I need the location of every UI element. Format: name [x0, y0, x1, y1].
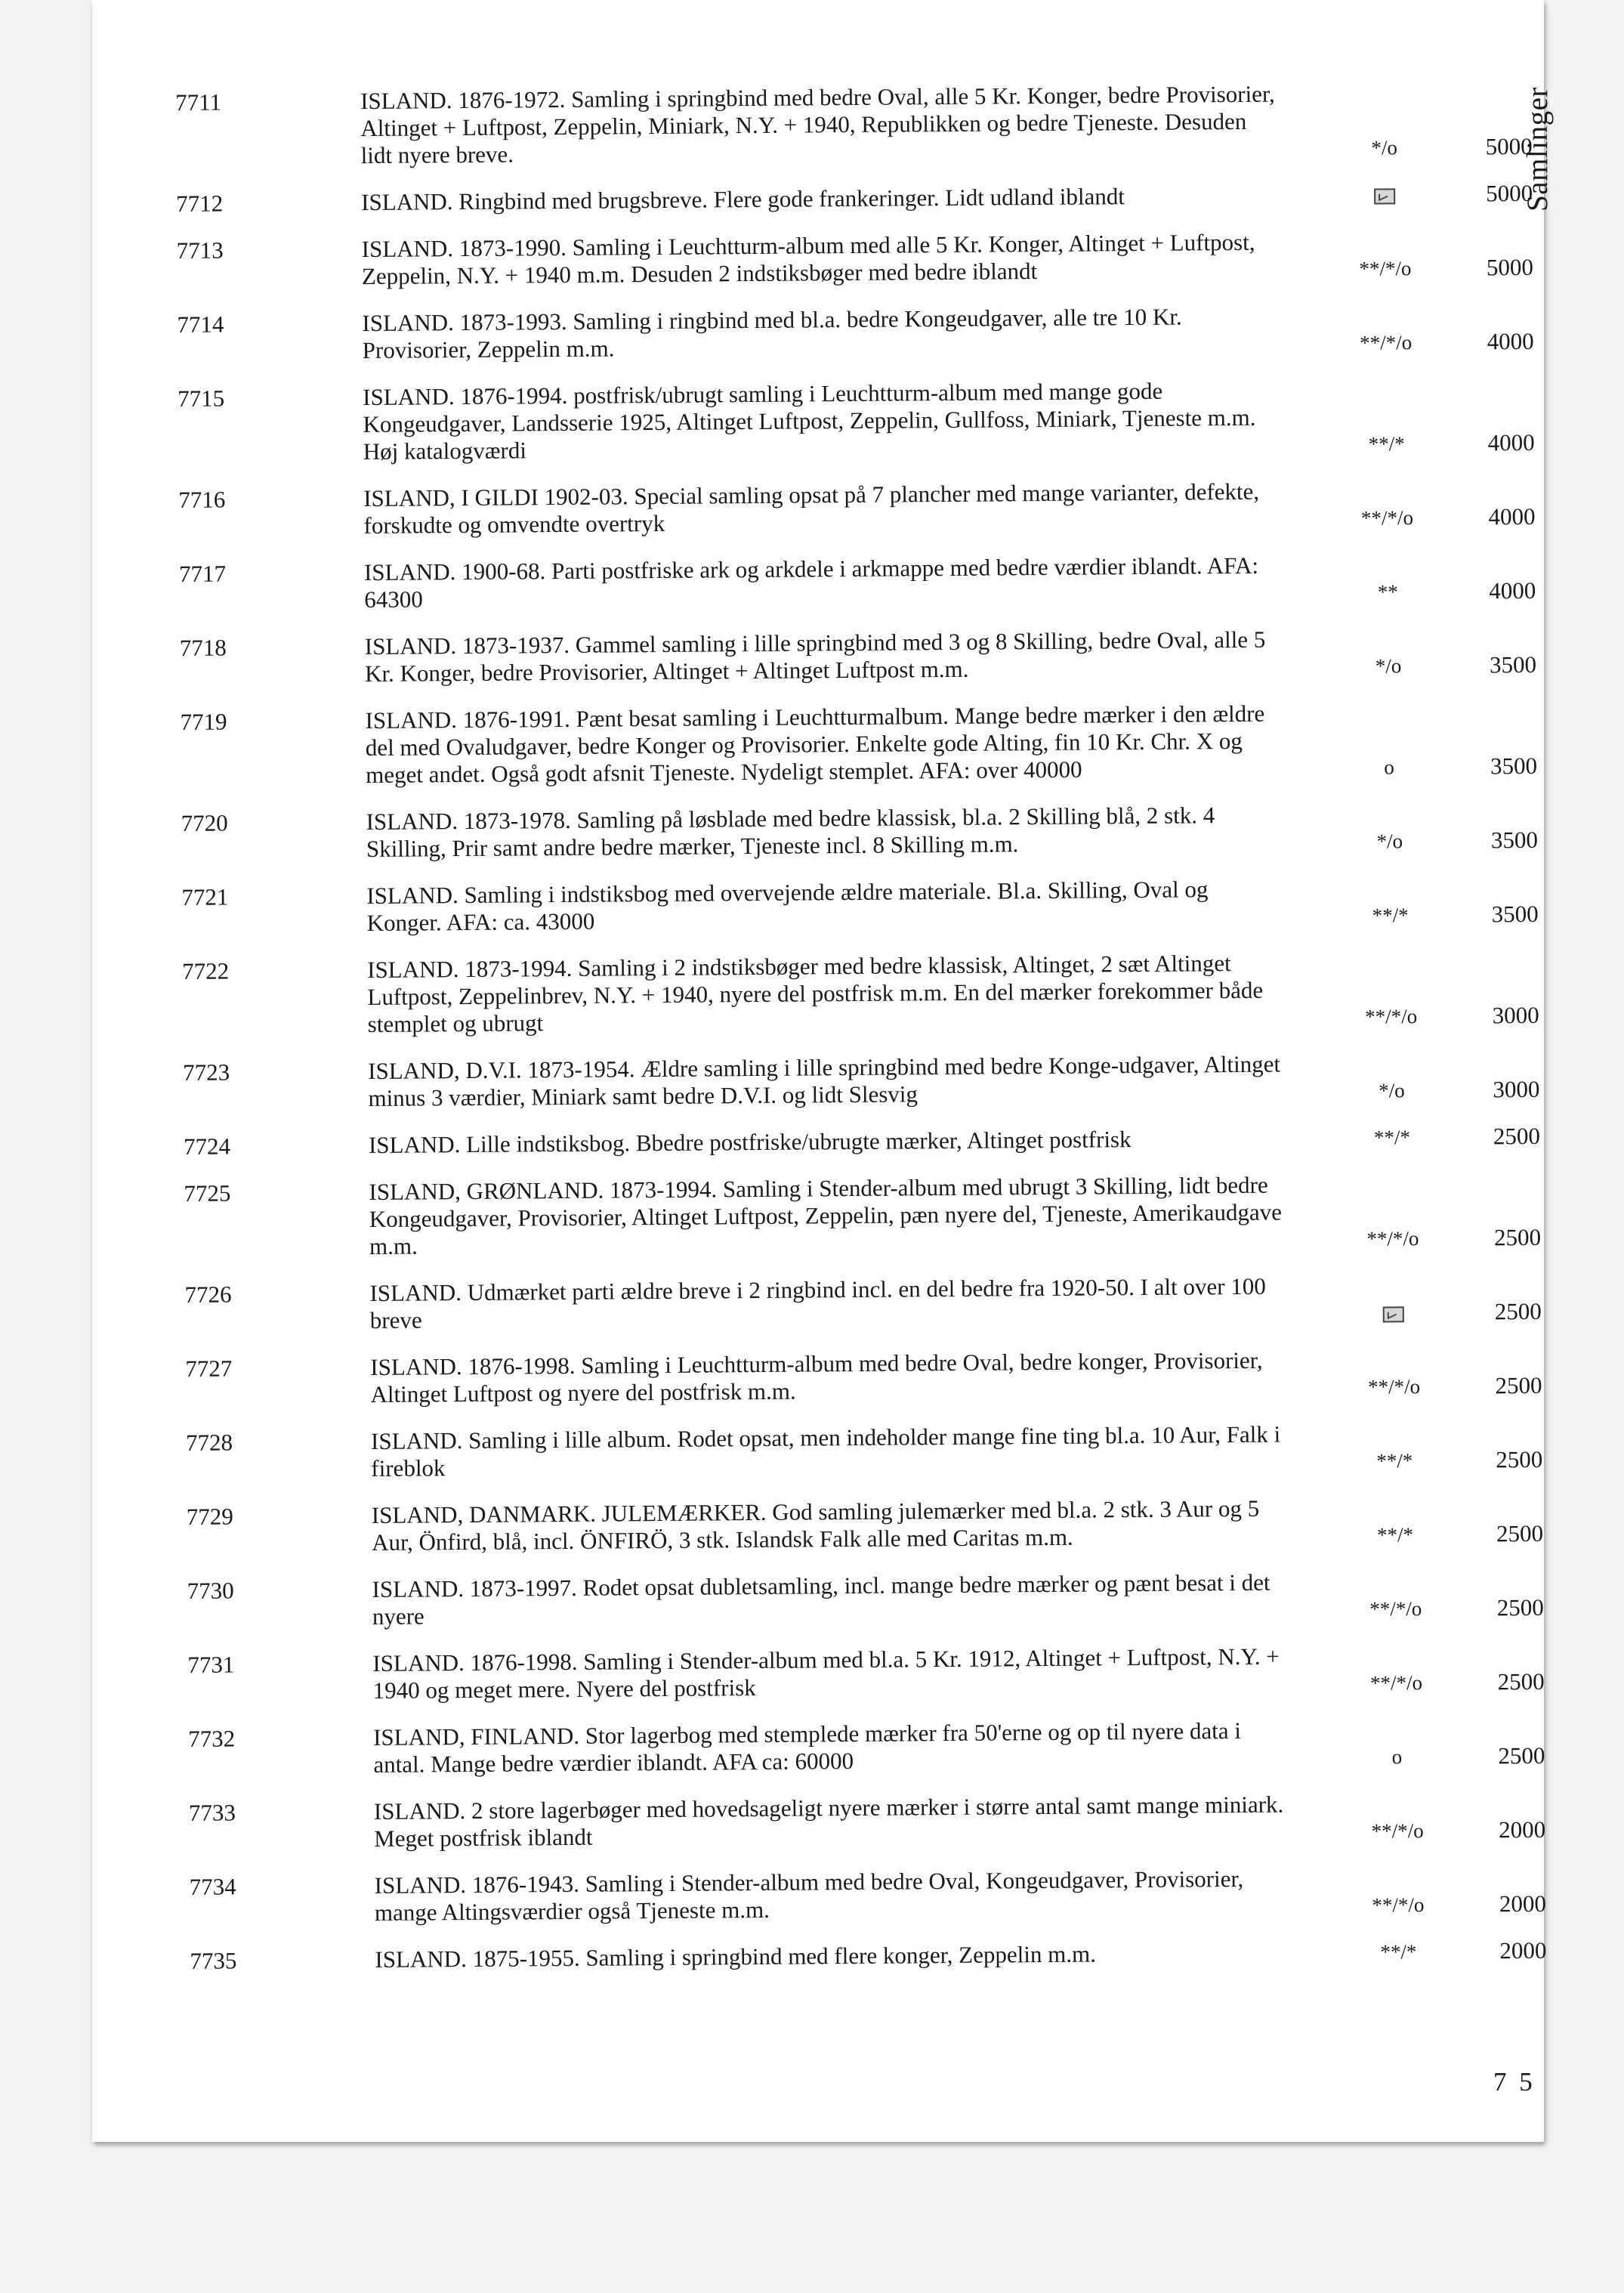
lot-price: 2500: [1493, 1223, 1542, 1251]
lot-condition: */o: [1375, 654, 1402, 678]
lot-description: ISLAND. 1873-1994. Samling i 2 indstiksbøger med bedre klassisk, Altinget, 2 sæt Altinget Luftpost, Zeppelinbrev, N.Y. + 1940, nyere del postfrisk m.m. En del mærker forekommer både stemplet og ubrugt: [367, 950, 1264, 1038]
lot-condition: **/*: [1376, 1523, 1414, 1547]
lot-number: 7716: [178, 486, 226, 513]
lot-number: 7722: [182, 957, 230, 984]
lot-condition: **/*: [1373, 1126, 1411, 1149]
lot-row: [181, 873, 1539, 938]
lot-condition: **/*: [1380, 1940, 1417, 1964]
lot-number: 7714: [177, 311, 224, 338]
lot-condition: [1318, 1299, 1469, 1327]
lot-description: ISLAND, D.V.I. 1873-1954. Ældre samling i lille springbind med bedre Konge-udgaver, Altinget minus 3 værdier, Miniark samt bedre D.V.I. og lidt Slesvig: [368, 1050, 1281, 1112]
lot-price: 5000: [1486, 253, 1534, 281]
lot-condition: **/*/o: [1360, 331, 1413, 354]
envelope-cover-icon: [1383, 1307, 1404, 1323]
lot-price: 4000: [1487, 428, 1535, 456]
lot-description: ISLAND. Ringbind med brugsbreve. Flere gode frankeringer. Lidt udland iblandt: [361, 183, 1125, 216]
lot-price: 3000: [1493, 1075, 1540, 1103]
lot-price: 3500: [1490, 752, 1538, 780]
lot-price: 2000: [1499, 1890, 1547, 1918]
lot-condition: **/*: [1372, 904, 1409, 927]
lot-row: [178, 550, 1536, 615]
lot-number: 7726: [184, 1281, 232, 1308]
lot-description: ISLAND. 1873-1997. Rodet opsat dubletsamling, incl. mange bedre mærker og pænt besat i det nyere: [372, 1568, 1270, 1630]
lot-description: ISLAND. 1900-68. Parti postfriske ark og arkdele i arkmappe med bedre værdier iblandt. AFA: 64300: [363, 552, 1259, 613]
lot-price: 2500: [1496, 1519, 1544, 1547]
lot-number: 7718: [179, 634, 227, 661]
page-number: 7 5: [1493, 2067, 1536, 2097]
lot-row: [176, 179, 1533, 218]
lot-number: 7728: [185, 1429, 233, 1456]
lot-price: 2000: [1499, 1816, 1546, 1843]
lot-condition: */o: [1379, 1079, 1405, 1102]
lot-row: [188, 1789, 1546, 1854]
lot-number: 7730: [187, 1577, 234, 1604]
lot-condition: o: [1391, 1745, 1403, 1769]
lot-condition: **/*/o: [1359, 257, 1412, 280]
lot-number: 7735: [190, 1947, 237, 1974]
lot-description: ISLAND, FINLAND. Stor lagerbog med stemplede mærker fra 50'erne og op til nyere data i antal. Mange bedre værdier iblandt. AFA ca: 60000: [373, 1717, 1242, 1778]
lot-condition: **/*/o: [1369, 1671, 1423, 1695]
lot-number: 7712: [176, 190, 224, 217]
lot-number: 7729: [186, 1503, 233, 1530]
lot-description: ISLAND. 1876-1998. Samling i Leuchtturm-album med bedre Oval, bedre konger, Provisorier, Altinget Luftpost og nyere del postfrisk m.m.: [370, 1346, 1263, 1408]
lot-description: ISLAND, I GILDI 1902-03. Special samling opsat på 7 plancher med mange varianter, defekte, forskudte og omvendte overtryk: [363, 477, 1260, 539]
lot-description: ISLAND. 1873-1978. Samling på løsblade med bedre klassisk, bl.a. 2 Skilling blå, 2 stk. 4 Skilling, Prir samt andre bedre mærker, Tjeneste incl. 8 Skilling m.m.: [366, 802, 1215, 863]
lot-description: ISLAND. 1876-1991. Pænt besat samling i Leuchtturmalbum. Mange bedre mærker i den ældre del med Ovaludgaver, bedre Konger og Provisorier. Enkelte gode Alting, fin 10 Kr. Chr. X og meget andet. Også godt afsnit Tjeneste. Nydeligt stemplet. AFA: over 40000: [365, 700, 1265, 789]
lot-price: 2500: [1497, 1667, 1545, 1695]
lot-condition: **/*/o: [1360, 506, 1414, 530]
catalog-page: [92, 0, 1554, 2142]
lot-row: [179, 624, 1537, 689]
lot-row: [176, 227, 1534, 292]
lot-condition: */o: [1376, 830, 1403, 853]
lot-number: 7733: [188, 1799, 236, 1826]
lot-row: [188, 1715, 1545, 1780]
lot-row: [184, 1271, 1542, 1336]
lot-row: [190, 1936, 1547, 1975]
lot-price: 2500: [1495, 1371, 1542, 1399]
lot-price: 2500: [1493, 1122, 1541, 1150]
lot-row: [187, 1641, 1545, 1706]
lot-description: ISLAND. 1873-1993. Samling i ringbind med bl.a. bedre Kongeudgaver, alle tre 10 Kr. Provisorier, Zeppelin m.m.: [362, 303, 1182, 364]
lot-price: 2000: [1499, 1936, 1547, 1964]
lot-number: 7732: [188, 1725, 236, 1752]
lot-row: [177, 301, 1534, 366]
lot-number: 7721: [181, 883, 229, 910]
lot-number: 7720: [181, 809, 228, 836]
lot-description: ISLAND. Lille indstiksbog. Bbedre postfriske/ubrugte mærker, Altinget postfrisk: [368, 1126, 1132, 1159]
lot-condition: **/*: [1376, 1449, 1413, 1473]
lot-description: ISLAND. 1876-1972. Samling i springbind med bedre Oval, alle 5 Kr. Konger, bedre Provisorier, Altinget + Luftpost, Zeppelin, Miniark, N.Y. + 1940, Republikken og bedre Tjeneste. Desuden lidt nyere breve.: [360, 80, 1275, 169]
lot-price: 2500: [1498, 1741, 1545, 1769]
lot-row: [182, 947, 1539, 1040]
lot-price: 2500: [1494, 1297, 1542, 1325]
lot-condition: o: [1384, 756, 1394, 779]
lot-condition: **/*: [1368, 432, 1405, 456]
lot-price: 3000: [1492, 1001, 1539, 1029]
lot-price: 5000: [1485, 132, 1533, 160]
lot-description: ISLAND, DANMARK. JULEMÆRKER. God samling julemærker med bl.a. 2 stk. 3 Aur og 5 Aur, Önfird, blå, incl. ÖNFIRÖ, 3 stk. Islandsk Falk alle med Caritas m.m.: [371, 1494, 1260, 1556]
lot-condition: **/*/o: [1372, 1893, 1425, 1917]
lot-price: 4000: [1489, 576, 1536, 604]
lot-row: [178, 375, 1535, 467]
lot-description: ISLAND. 1875-1955. Samling i springbind med flere konger, Zeppelin m.m.: [375, 1940, 1097, 1973]
section-label: Samlinger: [1521, 86, 1554, 212]
lot-description: ISLAND. 1876-1998. Samling i Stender-album med bl.a. 5 Kr. 1912, Altinget + Luftpost, N.Y. + 1940 og meget mere. Nyere del postfrisk: [372, 1642, 1280, 1704]
lot-description: ISLAND. 1873-1937. Gammel samling i lille springbind med 3 og 8 Skilling, bedre Oval, alle 5 Kr. Konger, bedre Provisorier, Altinget + Altinget Luftpost m.m.: [364, 626, 1266, 688]
lot-row: [183, 1122, 1541, 1160]
lot-condition: **/*/o: [1366, 1227, 1419, 1250]
lot-condition: [1309, 181, 1460, 209]
lot-row: [178, 476, 1536, 541]
lot-number: 7717: [178, 560, 227, 587]
lot-number: 7713: [176, 236, 224, 264]
lot-row: [189, 1863, 1547, 1928]
envelope-cover-icon: [1374, 189, 1395, 205]
lot-condition: **: [1377, 580, 1398, 604]
lot-number: 7734: [189, 1873, 236, 1900]
lot-number: 7715: [178, 385, 225, 412]
lot-price: 2500: [1496, 1593, 1544, 1621]
lot-row: [183, 1049, 1540, 1114]
lot-description: ISLAND. 1876-1994. postfrisk/ubrugt samling i Leuchtturm-album med mange gode Kongeudgaver, Landsserie 1925, Altinget Luftpost, Zeppelin, Gullfoss, Miniark, Tjeneste m.m. Høj katalogværdi: [363, 377, 1256, 465]
lot-price: 3500: [1489, 651, 1537, 678]
lot-price: 2500: [1496, 1445, 1543, 1473]
lot-description: ISLAND. 1873-1990. Samling i Leuchtturm-album med alle 5 Kr. Konger, Altinget + Luftpost, Zeppelin, N.Y. + 1940 m.m. Desuden 2 indstiksbøger med bedre iblandt: [361, 228, 1255, 290]
lot-number: 7723: [183, 1058, 230, 1086]
lot-price: 3500: [1490, 826, 1538, 854]
lot-price: 5000: [1485, 179, 1533, 207]
lot-description: ISLAND. 2 store lagerbøger med hovedsageligt nyere mærker i større antal samt mange miniark. Meget postfrisk iblandt: [373, 1791, 1284, 1853]
lot-condition: */o: [1371, 136, 1398, 159]
lot-row: [186, 1493, 1544, 1558]
lot-price: 3500: [1491, 900, 1539, 928]
lot-condition: **/*/o: [1371, 1819, 1424, 1843]
lot-number: 7719: [180, 708, 227, 735]
lot-row: [185, 1345, 1542, 1410]
lot-description: ISLAND. Udmærket parti ældre breve i 2 ringbind incl. en del bedre fra 1920-50. I alt over 100 breve: [369, 1272, 1266, 1334]
lot-description: ISLAND. 1876-1943. Samling i Stender-album med bedre Oval, Kongeudgaver, Provisorier, mange Altingsværdier også Tjeneste m.m.: [374, 1865, 1244, 1927]
lot-price: 4000: [1487, 327, 1534, 355]
lot-number: 7725: [184, 1179, 231, 1207]
lot-condition: **/*/o: [1367, 1375, 1421, 1398]
lot-price: 4000: [1488, 502, 1536, 530]
lot-description: ISLAND. Samling i lille album. Rodet opsat, men indeholder mange fine ting bl.a. 10 Aur, Falk i fireblok: [370, 1420, 1281, 1482]
lot-condition: **/*/o: [1369, 1597, 1422, 1621]
lot-condition: **/*/o: [1365, 1005, 1418, 1028]
lot-row: [185, 1419, 1543, 1484]
lot-row: [184, 1170, 1542, 1262]
lot-row: [175, 79, 1533, 171]
lot-description: ISLAND. Samling i indstiksbog med overvejende ældre materiale. Bl.a. Skilling, Oval og Konger. AFA: ca. 43000: [366, 876, 1209, 937]
lot-description: ISLAND, GRØNLAND. 1873-1994. Samling i Stender-album med ubrugt 3 Skilling, lidt bedre Kongeudgaver, Provisorier, Altinget Luftpost, Zeppelin, pæn nyere del, Tjeneste, Amerikaudgave m.m.: [369, 1171, 1283, 1260]
lot-number: 7731: [187, 1651, 235, 1678]
lot-number: 7724: [183, 1133, 231, 1160]
lot-row: [181, 799, 1538, 864]
lot-row: [180, 698, 1538, 790]
lot-row: [187, 1567, 1544, 1632]
lot-number: 7727: [185, 1355, 233, 1382]
lot-number: 7711: [175, 88, 222, 116]
